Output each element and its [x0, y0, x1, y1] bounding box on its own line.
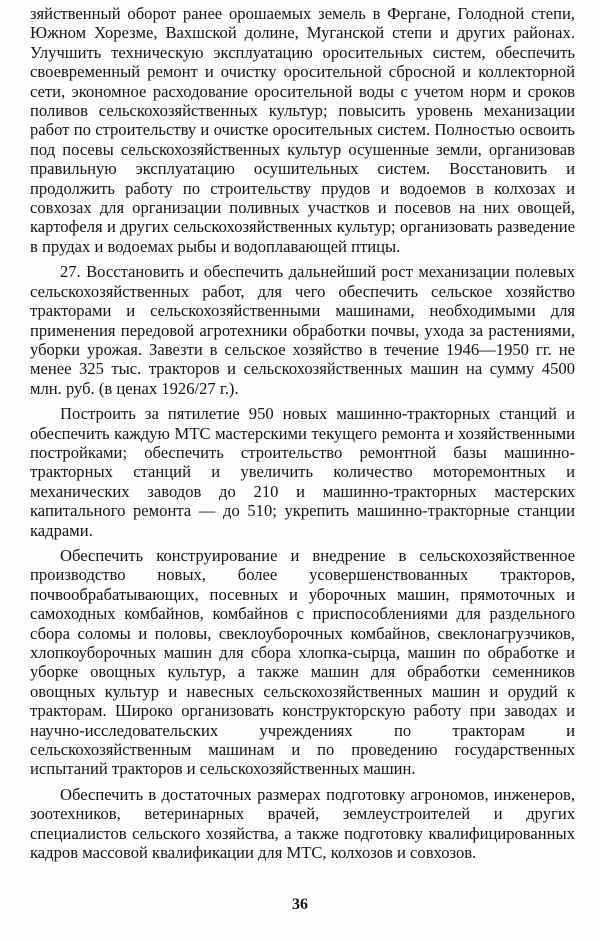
paragraph-specialist-training: Обеспечить в достаточных размерах подготовку агрономов, инженеров, зоотехников, ветеринарных врачей, землеустроителей и других специалистов сельского хозяйства, а также подготовку квалифицированных кадров массовой квалификации для МТС, колхозов и совхозов. — [30, 784, 575, 863]
paragraph-machine-design: Обеспечить конструирование и внедрение в сельскохозяйственное производство новых, более усовершенствованных тракторов, почвообрабатывающих, посевных и уборочных машин, прямоточных и самоходных комбайнов, комбайнов с приспособлениями для раздельного сбора соломы и половы, свеклоуборочных комбайнов, свеклонагрузчиков, хлопкоуборочных машин для сбора хлопка-сырца, машин по обработке и уборке овощных культур, а также машин для обработки семенников овощных культур и навесных сельскохозяйственных машин и орудий к тракторам. Широко организовать конструкторскую работу при заводах и научно-исследовательских учреждениях по тракторам и сельскохозяйственным машинам и по проведению государственных испытаний тракторов и сельскохозяйственных машин. — [30, 545, 575, 779]
body-text — [30, 4, 575, 868]
paragraph-continuation: зяйственный оборот ранее орошаемых земель в Фергане, Голодной степи, Южном Хорезме, Вахшской долине, Муганской степи и других районах. Улучшить техническую эксплуатацию оросительных систем, обеспечить своевременный ремонт и очистку оросительной сбросной и коллекторной сети, экономное расходование оросительной воды с учетом норм и сроков поливов сельскохозяйственных культур; повысить уровень механизации работ по строительству и очистке оросительных систем. Полностью освоить под посевы сельскохозяйственных культур осушенные земли, организовав правильную эксплуатацию осушительных систем. Восстановить и продолжить работу по строительству прудов и водоемов в колхозах и совхозах для организации поливных участков и посевов на них овощей, картофеля и других сельскохозяйственных культур; организовать разведение в прудах и водоемах рыбы и водоплавающей птицы. — [30, 4, 575, 256]
paragraph-item-27: 27. Восстановить и обеспечить дальнейший рост механизации полевых сельскохозяйственных работ, для чего обеспечить сельское хозяйство тракторами и сельскохозяйственными машинами, необходимыми для применения передовой агротехники обработки почвы, ухода за растениями, уборки урожая. Завезти в сельское хозяйство в течение 1946—1950 гг. не менее 325 тыс. тракторов и сельскохозяйственных машин на сумму 4500 млн. руб. (в ценах 1926/27 г.). — [30, 262, 575, 398]
paragraph-mts-construction: Построить за пятилетие 950 новых машинно-тракторных станций и обеспечить каждую МТС мастерскими текущего ремонта и хозяйственными постройками; обеспечить строительство ремонтной базы машинно-тракторных станций и увеличить количество моторемонтных и механических заводов до 210 и машинно-тракторных мастерских капитального ремонта — до 510; укрепить машинно-тракторные станции кадрами. — [30, 404, 575, 540]
page-number: 36 — [292, 896, 308, 913]
